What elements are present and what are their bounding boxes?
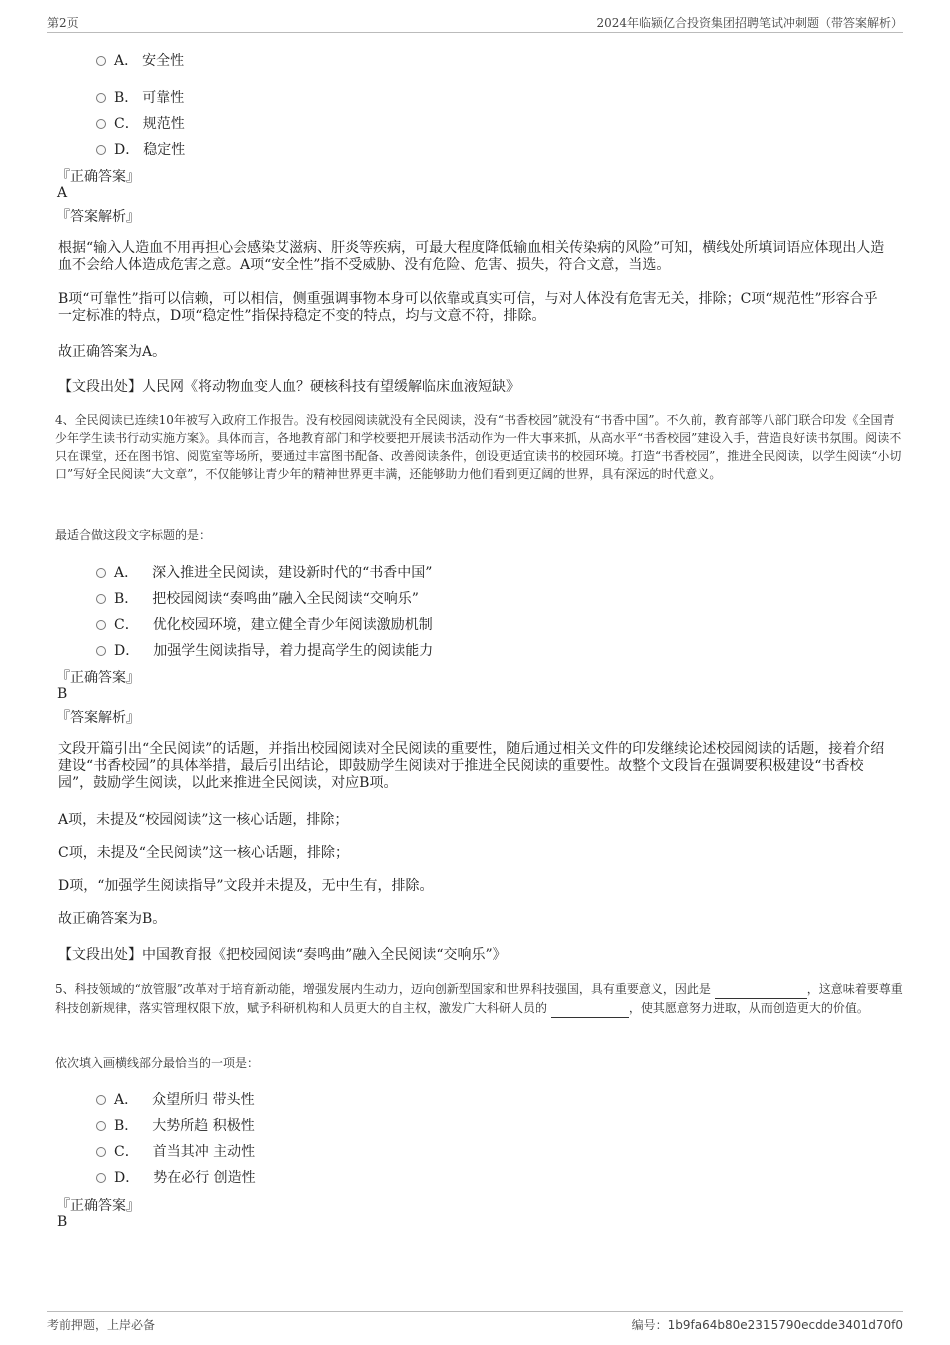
blank-line: [715, 980, 807, 999]
radio-icon[interactable]: [96, 1095, 106, 1105]
q5-option-c[interactable]: C． 首当其冲 主动性: [96, 1141, 255, 1161]
correct-answer-label: 『正确答案』: [56, 169, 140, 185]
q4-prompt: 最适合做这段文字标题的是：: [55, 528, 212, 542]
radio-icon[interactable]: [96, 93, 106, 103]
q3-answer: A: [57, 185, 68, 201]
radio-icon[interactable]: [96, 56, 106, 66]
correct-answer-label: 『正确答案』: [56, 1198, 140, 1214]
page-header: [47, 12, 903, 33]
q4-stem: 4、全民阅读已连续10年被写入政府工作报告。没有校园阅读就没有全民阅读，没有“书香校园”就没有“书香中国”。不久前，教育部等八部门联合印发《全国青少年学生读书行动实施方案》。具体而言，各地教育部门和学校要把开展读书活动作为一件大事来抓，从高水平“书香校园”建设入手，营造良好读书氛围。阅读不只在课堂，还在图书馆、阅览室等场所，要通过丰富图书配备、改善阅读条件，创设更适宜读书的校园环境。打造“书香校园”，推进全民阅读，以学生阅读“小切口”写好全民阅读“大文章”，不仅能够让青少年的精神世界更丰满，还能够助力他们看到更辽阔的世界，具有深远的时代意义。: [55, 413, 902, 481]
q4-analysis-3: C项，未提及“全民阅读”这一核心话题，排除；: [58, 845, 350, 861]
q3-option-b[interactable]: B． 可靠性: [96, 87, 184, 107]
q5-prompt: 依次填入画横线部分最恰当的一项是：: [55, 1056, 260, 1070]
document-code: 1b9fa64b80e2315790ecdde3401d70f0: [667, 1318, 903, 1332]
q4-option-c[interactable]: C． 优化校园环境，建立健全青少年阅读激励机制: [96, 614, 433, 634]
q4-analysis-4: D项，“加强学生阅读指导”文段并未提及，无中生有，排除。: [58, 878, 434, 894]
footer-id: 编号：1b9fa64b80e2315790ecdde3401d70f0: [631, 1318, 903, 1332]
q3-option-a[interactable]: A． 安全性: [96, 50, 184, 70]
q4-analysis-5: 故正确答案为B。: [58, 911, 167, 927]
page-number: 第2页: [47, 16, 79, 30]
radio-icon[interactable]: [96, 119, 106, 129]
radio-icon[interactable]: [96, 1173, 106, 1183]
radio-icon[interactable]: [96, 1121, 106, 1131]
analysis-label: 『答案解析』: [56, 209, 140, 225]
q5-option-d[interactable]: D． 势在必行 创造性: [96, 1167, 256, 1187]
q3-option-d[interactable]: D． 稳定性: [96, 139, 185, 159]
radio-icon[interactable]: [96, 646, 106, 656]
radio-icon[interactable]: [96, 1147, 106, 1157]
radio-icon[interactable]: [96, 620, 106, 630]
q4-option-a[interactable]: A． 深入推进全民阅读，建设新时代的“书香中国”: [96, 562, 432, 582]
q3-analysis-3: 故正确答案为A。: [58, 344, 167, 360]
q5-option-b[interactable]: B． 大势所趋 积极性: [96, 1115, 255, 1135]
q3-analysis-1: 根据“输入人造血不用再担心会感染艾滋病、肝炎等疾病，可最大程度降低输血相关传染病的风险”可知，横线处所填词语应体现出人造血不会给人体造成危害之意。A项“安全性”指不受威胁、没有危险、危害、损失，符合文意，当选。: [58, 240, 885, 273]
q3-option-c[interactable]: C． 规范性: [96, 113, 185, 133]
footer-slogan: 考前押题，上岸必备: [47, 1318, 156, 1332]
q3-analysis-2: B项“可靠性”指可以信赖，可以相信，侧重强调事物本身可以依靠或真实可信，与对人体没有危害无关，排除；C项“规范性”形容合乎一定标准的特点，D项“稳定性”指保持稳定不变的特点，均与文意不符，排除。: [58, 291, 878, 324]
blank-line: [551, 999, 629, 1018]
q5-option-a[interactable]: A． 众望所归 带头性: [96, 1089, 255, 1109]
q4-analysis-2: A项，未提及“校园阅读”这一核心话题，排除；: [58, 812, 349, 828]
correct-answer-label: 『正确答案』: [56, 670, 140, 686]
q5-stem: 5、科技领域的“放管服”改革对于培育新动能，增强发展内生动力，迈向创新型国家和世界科技强国，具有重要意义，因此是 ，这意味着要尊重科技创新规律，落实管理权限下放，赋予科研机构和人员更大的自主权，激发广大科研人员的 ，使其愿意努力进取，从而创造更大的价值。: [55, 980, 903, 1018]
radio-icon[interactable]: [96, 594, 106, 604]
q3-source: 【文段出处】人民网《将动物血变人血？硬核科技有望缓解临床血液短缺》: [58, 379, 520, 395]
analysis-label: 『答案解析』: [56, 710, 140, 726]
q4-answer: B: [57, 686, 68, 702]
document-title: 2024年临颍亿合投资集团招聘笔试冲刺题（带答案解析）: [596, 16, 903, 30]
q4-source: 【文段出处】中国教育报《把校园阅读“奏鸣曲”融入全民阅读“交响乐”》: [58, 947, 507, 963]
radio-icon[interactable]: [96, 145, 106, 155]
q4-option-d[interactable]: D． 加强学生阅读指导，着力提高学生的阅读能力: [96, 640, 433, 660]
q4-analysis-1: 文段开篇引出“全民阅读”的话题，并指出校园阅读对全民阅读的重要性，随后通过相关文件的印发继续论述校园阅读的话题，接着介绍建设“书香校园”的具体举措，最后引出结论，即鼓励学生阅读对于推进全民阅读的重要性。故整个文段旨在强调要积极建设“书香校园”，鼓励学生阅读，以此来推进全民阅读，对应B项。: [58, 741, 885, 791]
q5-answer: B: [57, 1214, 68, 1230]
page-footer: [47, 1311, 903, 1332]
radio-icon[interactable]: [96, 568, 106, 578]
q4-option-b[interactable]: B． 把校园阅读“奏鸣曲”融入全民阅读“交响乐”: [96, 588, 419, 608]
